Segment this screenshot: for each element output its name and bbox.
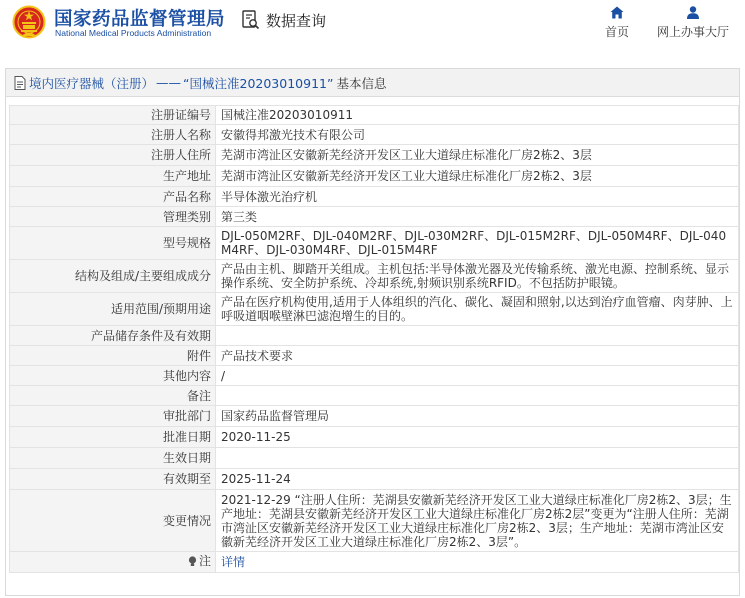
table-row (10, 106, 739, 125)
field-label: 附件 (10, 346, 216, 366)
nav-home[interactable] (601, 6, 633, 40)
table-row (10, 346, 739, 366)
breadcrumb-record-title: “国械注准20203010911” (183, 75, 334, 91)
breadcrumb-section-label: 基本信息 (336, 75, 387, 91)
table-row (10, 293, 739, 326)
breadcrumb (6, 69, 739, 97)
table-row (10, 552, 739, 573)
breadcrumb-category-link[interactable]: 境内医疗器械（注册） (29, 75, 155, 91)
field-label: 结构及组成/主要组成成分 (10, 260, 216, 293)
registration-info-table (9, 105, 739, 573)
field-label: 型号规格 (10, 227, 216, 260)
field-value (216, 448, 739, 469)
field-label: 有效期至 (10, 469, 216, 490)
field-value: 芜湖市湾沚区安徽新芜经济开发区工业大道绿庄标准化厂房2栋2、3层 (216, 145, 739, 166)
field-value: 产品技术要求 (216, 346, 739, 366)
table-row (10, 427, 739, 448)
document-icon (14, 76, 26, 90)
field-value: 第三类 (216, 207, 739, 227)
field-value: / (216, 366, 739, 386)
nav-home-label: 首页 (604, 25, 629, 39)
details-link[interactable]: 详情 (221, 555, 246, 569)
table-row (10, 326, 739, 346)
field-value: 芜湖市湾沚区安徽新芜经济开发区工业大道绿庄标准化厂房2栋2、3层 (216, 166, 739, 187)
data-query-heading (242, 8, 326, 32)
home-icon (610, 6, 624, 19)
data-query-label: 数据查询 (266, 11, 327, 30)
table-row (10, 125, 739, 145)
table-row (10, 187, 739, 207)
field-label: 备注 (10, 386, 216, 406)
field-label: 注册人名称 (10, 125, 216, 145)
note-label-wrap (188, 554, 211, 568)
site-title[interactable]: 国家药品监督管理局 (54, 9, 226, 30)
field-label: 管理类别 (10, 207, 216, 227)
nav-online-hall-label: 网上办事大厅 (656, 25, 729, 39)
field-label: 注册人住所 (10, 145, 216, 166)
table-row (10, 260, 739, 293)
field-value (216, 326, 739, 346)
field-value (216, 386, 739, 406)
lightbulb-icon (188, 556, 197, 567)
field-value: 产品由主机、脚踏开关组成。主机包括:半导体激光器及光传输系统、激光电源、控制系统、显示操作系统、安全防护系统、冷却系统,射频识别系统RFID。不包括防护眼镜。 (216, 260, 739, 293)
table-row (10, 469, 739, 490)
field-value: 2021-12-29 “注册人住所：芜湖县安徽新芜经济开发区工业大道绿庄标准化厂房2栋2、3层；生产地址：芜湖县安徽新芜经济开发区工业大道绿庄标准化厂房2栋2层”变更为“注册人住所：芜湖市湾沚区安徽新芜经济开发区工业大道绿庄标准化厂房2栋2、3层；生产地址：芜湖市湾沚区安徽新芜经济开发区工业大道绿庄标准化厂房2栋2、3层”。 (216, 490, 739, 552)
field-value: 产品在医疗机构使用,适用于人体组织的汽化、碳化、凝固和照射,以达到治疗血管瘤、肉芽肿、上呼吸道咽喉壁淋巴滤泡增生的目的。 (216, 293, 739, 326)
nav-online-hall[interactable] (652, 6, 734, 40)
table-row (10, 366, 739, 386)
database-search-icon (242, 10, 260, 30)
field-value: 安徽得邦激光技术有限公司 (216, 125, 739, 145)
field-label: 适用范围/预期用途 (10, 293, 216, 326)
field-value: 2025-11-24 (216, 469, 739, 490)
table-row (10, 406, 739, 427)
field-value: 半导体激光治疗机 (216, 187, 739, 207)
field-value: 国家药品监督管理局 (216, 406, 739, 427)
field-label: 生产地址 (10, 166, 216, 187)
note-label-cell (10, 552, 216, 573)
breadcrumb-separator: —— (156, 75, 182, 90)
site-subtitle: National Medical Products Administration (55, 28, 212, 38)
table-row (10, 227, 739, 260)
field-label: 变更情况 (10, 490, 216, 552)
table-row (10, 386, 739, 406)
field-label: 审批部门 (10, 406, 216, 427)
national-emblem-icon (12, 5, 46, 41)
field-label: 批准日期 (10, 427, 216, 448)
table-row (10, 490, 739, 552)
field-label: 注册证编号 (10, 106, 216, 125)
field-value: DJL-050M2RF、DJL-040M2RF、DJL-030M2RF、DJL-015M2RF、DJL-050M4RF、DJL-040M4RF、DJL-030M4RF、DJL-015M4RF (216, 227, 739, 260)
field-label: 产品储存条件及有效期 (10, 326, 216, 346)
table-row (10, 207, 739, 227)
user-icon (686, 6, 700, 19)
table-row (10, 448, 739, 469)
detail-panel (5, 68, 740, 596)
field-label: 注 (198, 554, 211, 569)
field-label: 产品名称 (10, 187, 216, 207)
site-header (0, 0, 745, 60)
table-row (10, 145, 739, 166)
field-label: 生效日期 (10, 448, 216, 469)
field-value: 国械注准20203010911 (216, 106, 739, 125)
table-row (10, 166, 739, 187)
field-value: 2020-11-25 (216, 427, 739, 448)
field-value-cell (216, 552, 739, 573)
field-label: 其他内容 (10, 366, 216, 386)
